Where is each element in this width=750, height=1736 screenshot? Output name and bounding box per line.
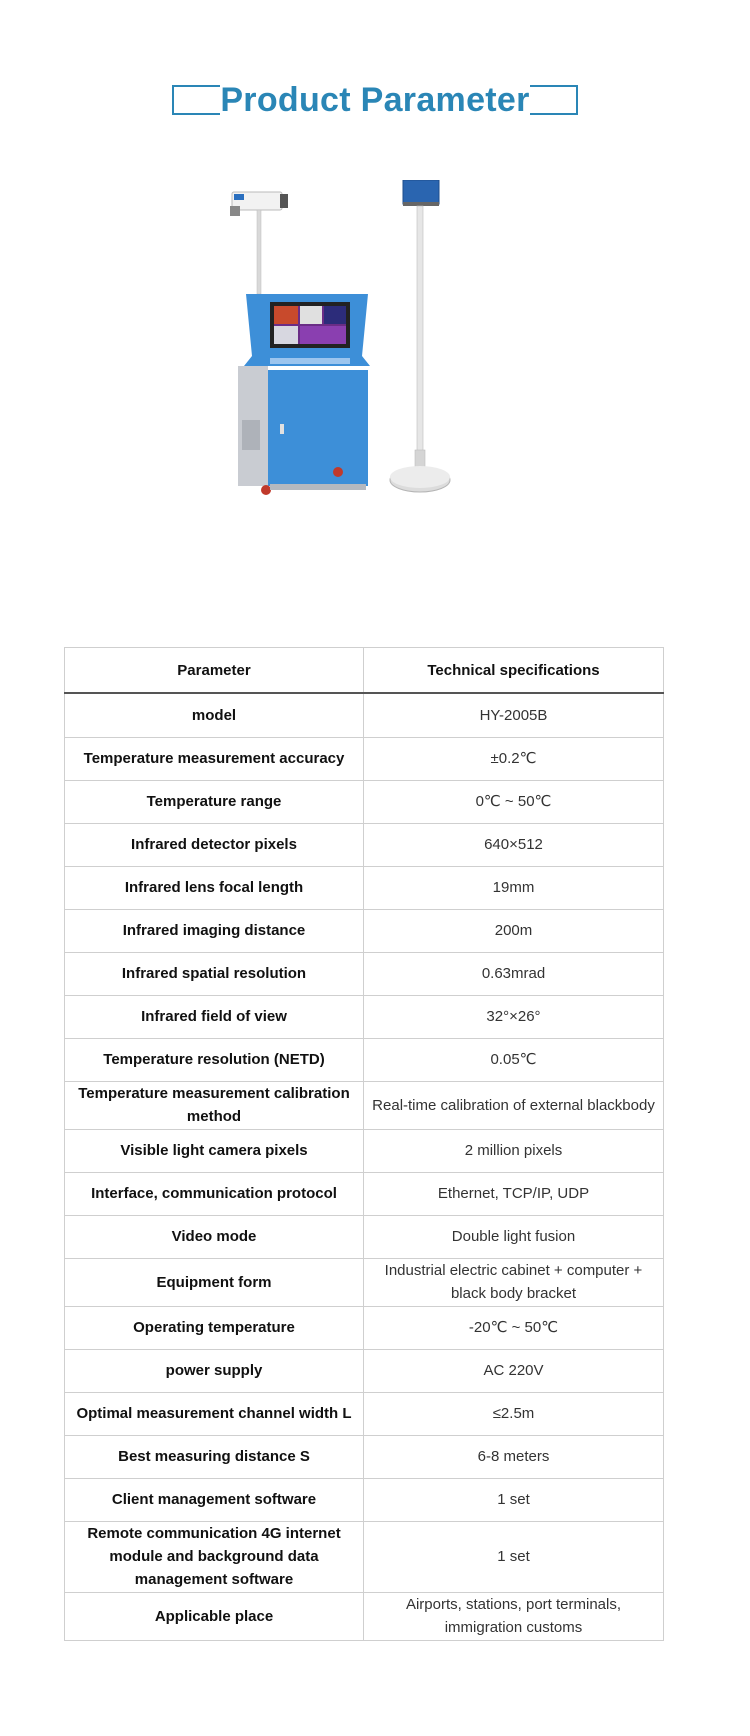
specification-cell: 0℃ ~ 50℃: [364, 780, 664, 823]
specification-cell: 640×512: [364, 823, 664, 866]
table-row: [65, 952, 664, 995]
parameter-cell: Applicable place: [65, 1592, 364, 1640]
specification-cell: ±0.2℃: [364, 737, 664, 780]
table-row: [65, 780, 664, 823]
table-row: [65, 1392, 664, 1435]
parameter-cell: Infrared imaging distance: [65, 909, 364, 952]
parameter-cell: Operating temperature: [65, 1306, 364, 1349]
specification-cell: 1 set: [364, 1521, 664, 1592]
parameter-cell: Infrared field of view: [65, 995, 364, 1038]
parameter-cell: Best measuring distance S: [65, 1435, 364, 1478]
specification-cell: ≤2.5m: [364, 1392, 664, 1435]
table-row: [65, 1129, 664, 1172]
specification-cell: Industrial electric cabinet + computer + black body bracket: [364, 1258, 664, 1306]
parameter-cell: Optimal measurement channel width L: [65, 1392, 364, 1435]
parameter-cell: Equipment form: [65, 1258, 364, 1306]
parameter-cell: Visible light camera pixels: [65, 1129, 364, 1172]
parameter-cell: Temperature range: [65, 780, 364, 823]
parameter-cell: Infrared detector pixels: [65, 823, 364, 866]
specification-cell: 200m: [364, 909, 664, 952]
specification-cell: Ethernet, TCP/IP, UDP: [364, 1172, 664, 1215]
table-row: [65, 909, 664, 952]
table-row: [65, 1521, 664, 1592]
blackbody-stand: [390, 180, 450, 492]
specification-cell: Real-time calibration of external blackbody: [364, 1081, 664, 1129]
parameter-cell: Client management software: [65, 1478, 364, 1521]
specification-cell: 6-8 meters: [364, 1435, 664, 1478]
table-row: [65, 1081, 664, 1129]
product-image: [230, 180, 530, 560]
parameter-cell: Interface, communication protocol: [65, 1172, 364, 1215]
table-row: [65, 1478, 664, 1521]
table-header-row: [65, 648, 664, 694]
parameter-cell: Temperature measurement calibration method: [65, 1081, 364, 1129]
specification-cell: Airports, stations, port terminals, immigration customs: [364, 1592, 664, 1640]
table-row: [65, 1258, 664, 1306]
header-parameter: Parameter: [65, 648, 364, 694]
table-row: [65, 1038, 664, 1081]
parameter-cell: Infrared spatial resolution: [65, 952, 364, 995]
table-row: [65, 737, 664, 780]
cabinet-unit: [230, 192, 370, 495]
section-title: [0, 78, 750, 122]
parameter-cell: Remote communication 4G internet module and background data management software: [65, 1521, 364, 1592]
parameter-cell: model: [65, 693, 364, 737]
table-row: [65, 1592, 664, 1640]
specification-cell: 0.05℃: [364, 1038, 664, 1081]
table-row: [65, 693, 664, 737]
table-row: [65, 866, 664, 909]
parameter-cell: Infrared lens focal length: [65, 866, 364, 909]
spec-table: [64, 647, 664, 1641]
header-specifications: Technical specifications: [364, 648, 664, 694]
title-bracket-left: [172, 85, 220, 115]
table-row: [65, 1215, 664, 1258]
title-bracket-right: [530, 85, 578, 115]
specification-cell: 0.63mrad: [364, 952, 664, 995]
table-row: [65, 1172, 664, 1215]
parameter-cell: Temperature resolution (NETD): [65, 1038, 364, 1081]
specification-cell: Double light fusion: [364, 1215, 664, 1258]
parameter-cell: Video mode: [65, 1215, 364, 1258]
parameter-cell: Temperature measurement accuracy: [65, 737, 364, 780]
specification-cell: 1 set: [364, 1478, 664, 1521]
specification-cell: 32°×26°: [364, 995, 664, 1038]
specification-cell: AC 220V: [364, 1349, 664, 1392]
specification-cell: 19mm: [364, 866, 664, 909]
table-row: [65, 1435, 664, 1478]
table-row: [65, 823, 664, 866]
specification-cell: HY-2005B: [364, 693, 664, 737]
specification-cell: 2 million pixels: [364, 1129, 664, 1172]
parameter-cell: power supply: [65, 1349, 364, 1392]
table-row: [65, 995, 664, 1038]
product-illustration: [230, 180, 530, 560]
table-row: [65, 1306, 664, 1349]
table-row: [65, 1349, 664, 1392]
specification-cell: -20℃ ~ 50℃: [364, 1306, 664, 1349]
page-title: Product Parameter: [220, 81, 530, 119]
